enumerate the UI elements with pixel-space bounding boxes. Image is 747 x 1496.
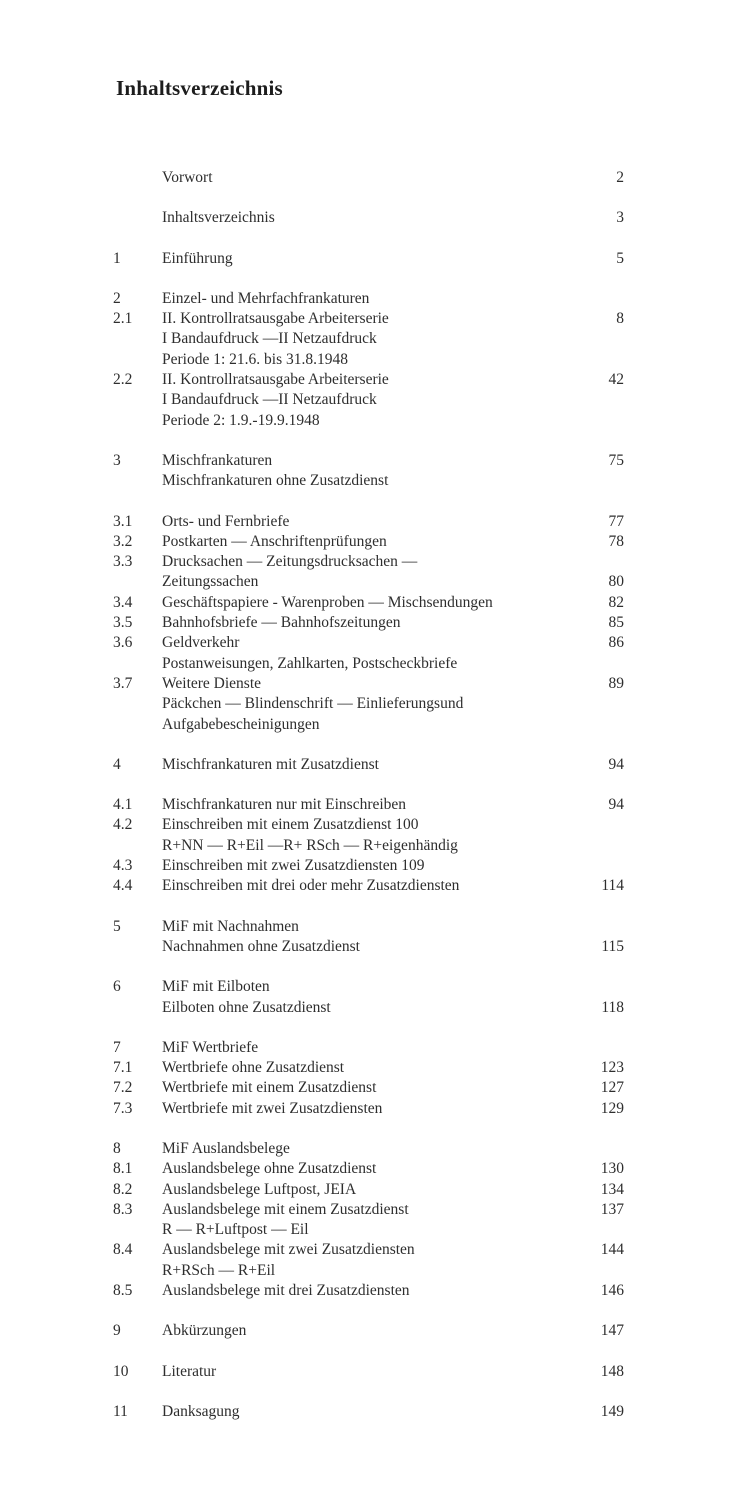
toc-entry-page: 148 bbox=[600, 1362, 624, 1380]
toc-row bbox=[113, 168, 624, 188]
toc-entry-number: 3.3 bbox=[113, 553, 133, 571]
toc-entry-title: Einschreiben mit einem Zusatzdienst 100 bbox=[162, 816, 419, 834]
toc-row bbox=[113, 1099, 624, 1119]
toc-entry-page: 146 bbox=[600, 1282, 624, 1300]
toc-entry-title: Mischfrankaturen mit Zusatzdienst bbox=[162, 755, 379, 773]
toc-entry-number bbox=[113, 1261, 162, 1281]
toc-entry-page bbox=[568, 471, 624, 491]
toc-row bbox=[113, 977, 624, 997]
toc-entry-number: 1 bbox=[113, 249, 121, 267]
toc-entry-page: 89 bbox=[608, 674, 624, 692]
toc-block bbox=[113, 451, 624, 492]
toc-entry-number bbox=[113, 168, 162, 188]
toc-row bbox=[113, 1058, 624, 1078]
toc-entry-title: Päckchen — Blindenschrift — Einlieferungsund bbox=[162, 695, 464, 713]
toc-entry-number: 3.5 bbox=[113, 614, 133, 632]
toc-entry-title: Vorwort bbox=[162, 169, 213, 186]
toc-entry-number: 2.2 bbox=[113, 371, 133, 389]
toc-row bbox=[113, 654, 624, 674]
toc-entry-page: 118 bbox=[601, 998, 624, 1016]
toc-entry-title: Auslandsbelege mit drei Zusatzdiensten bbox=[162, 1282, 410, 1300]
toc-entry-page: 82 bbox=[608, 593, 624, 611]
toc-entry-page: 130 bbox=[600, 1160, 624, 1178]
toc-entry-page bbox=[568, 715, 624, 735]
toc-entry-number: 8.5 bbox=[113, 1282, 133, 1300]
toc-block bbox=[113, 917, 624, 958]
toc-row bbox=[113, 451, 624, 471]
toc-entry-number bbox=[113, 572, 162, 592]
toc-block bbox=[113, 512, 624, 735]
toc-entry-page: 137 bbox=[600, 1200, 624, 1218]
toc-entry-number: 4.1 bbox=[113, 796, 133, 814]
toc-entry-page bbox=[568, 552, 624, 572]
toc-row bbox=[113, 1200, 624, 1220]
toc-entry-page bbox=[568, 1220, 624, 1240]
toc-block bbox=[113, 1139, 624, 1301]
toc-row bbox=[113, 1220, 624, 1240]
toc-block bbox=[113, 1038, 624, 1119]
toc-entry-title: Postkarten — Anschriftenprüfungen bbox=[162, 532, 387, 550]
toc-entry-page: 75 bbox=[608, 451, 624, 469]
toc-list bbox=[113, 168, 624, 1442]
toc-block bbox=[113, 977, 624, 1018]
toc-entry-page: 77 bbox=[608, 512, 624, 530]
toc-entry-number bbox=[113, 937, 162, 957]
toc-row bbox=[113, 1159, 624, 1179]
toc-entry-page bbox=[568, 329, 624, 349]
toc-entry-number: 2 bbox=[113, 289, 121, 307]
toc-entry-page: 78 bbox=[608, 532, 624, 550]
toc-row bbox=[113, 208, 624, 228]
toc-row bbox=[113, 329, 624, 349]
toc-entry-title: Literatur bbox=[162, 1362, 217, 1380]
toc-row bbox=[113, 674, 624, 694]
toc-entry-number: 7.2 bbox=[113, 1079, 133, 1097]
toc-row bbox=[113, 715, 624, 735]
toc-entry-number: 11 bbox=[113, 1402, 128, 1420]
toc-row bbox=[113, 370, 624, 390]
toc-entry-number: 6 bbox=[113, 978, 121, 996]
toc-entry-title: Weitere Dienste bbox=[162, 674, 262, 692]
toc-entry-page bbox=[568, 836, 624, 856]
toc-entry-number: 3.2 bbox=[113, 532, 133, 550]
toc-row bbox=[113, 1240, 624, 1260]
toc-entry-page: 127 bbox=[600, 1079, 624, 1097]
toc-block bbox=[113, 1402, 624, 1422]
toc-entry-title: Auslandsbelege mit einem Zusatzdienst bbox=[162, 1200, 409, 1218]
toc-entry-title: Wertbriefe mit einem Zusatzdienst bbox=[162, 1079, 377, 1097]
toc-entry-title: Orts- und Fernbriefe bbox=[162, 512, 290, 530]
toc-row bbox=[113, 1261, 624, 1281]
toc-row bbox=[113, 411, 624, 431]
toc-entry-number: 8.3 bbox=[113, 1200, 133, 1218]
toc-entry-title: Danksagung bbox=[162, 1402, 240, 1420]
toc-row bbox=[113, 1038, 624, 1058]
toc-entry-title: Auslandsbelege Luftpost, JEIA bbox=[162, 1180, 357, 1198]
toc-row bbox=[113, 836, 624, 856]
toc-row bbox=[113, 998, 624, 1018]
toc-row bbox=[113, 613, 624, 633]
toc-entry-number: 5 bbox=[113, 917, 121, 935]
toc-entry-title: MiF Wertbriefe bbox=[162, 1038, 259, 1056]
toc-entry-number bbox=[113, 208, 162, 228]
toc-entry-number: 8.4 bbox=[113, 1241, 133, 1259]
toc-row bbox=[113, 532, 624, 552]
toc-entry-number: 7.3 bbox=[113, 1099, 133, 1117]
toc-entry-page bbox=[568, 411, 624, 431]
toc-entry-number: 2.1 bbox=[113, 310, 133, 328]
toc-row bbox=[113, 937, 624, 957]
toc-entry-page: 134 bbox=[600, 1180, 624, 1198]
toc-row bbox=[113, 694, 624, 714]
toc-entry-title: Mischfrankaturen nur mit Einschreiben bbox=[162, 796, 407, 814]
toc-entry-page bbox=[568, 390, 624, 410]
toc-row bbox=[113, 917, 624, 937]
toc-entry-title: I Bandaufdruck —II Netzaufdruck bbox=[162, 391, 377, 409]
toc-entry-title: Auslandsbelege mit zwei Zusatzdiensten bbox=[162, 1241, 415, 1259]
toc-entry-title: Mischfrankaturen ohne Zusatzdienst bbox=[162, 472, 389, 490]
toc-entry-title: Geldverkehr bbox=[162, 634, 240, 652]
toc-entry-title: Bahnhofsbriefe — Bahnhofszeitungen bbox=[162, 614, 401, 632]
toc-entry-page bbox=[568, 815, 624, 835]
toc-entry-number: 3.6 bbox=[113, 634, 133, 652]
toc-entry-page bbox=[568, 1139, 624, 1159]
toc-entry-page: 147 bbox=[600, 1322, 624, 1340]
toc-entry-number: 4.3 bbox=[113, 857, 133, 875]
toc-row bbox=[113, 350, 624, 370]
toc-entry-number: 4.2 bbox=[113, 816, 133, 834]
toc-block bbox=[113, 289, 624, 431]
toc-entry-title: Drucksachen — Zeitungsdrucksachen — bbox=[162, 553, 418, 571]
toc-row bbox=[113, 795, 624, 815]
toc-entry-title: Wertbriefe ohne Zusatzdienst bbox=[162, 1059, 345, 1077]
toc-entry-number bbox=[113, 694, 162, 714]
toc-entry-number: 7 bbox=[113, 1038, 121, 1056]
toc-entry-page: 94 bbox=[608, 755, 624, 773]
toc-entry-number: 8.1 bbox=[113, 1160, 133, 1178]
toc-entry-page bbox=[568, 1038, 624, 1058]
toc-entry-page bbox=[568, 350, 624, 370]
toc-entry-number: 9 bbox=[113, 1322, 121, 1340]
toc-row bbox=[113, 572, 624, 592]
toc-entry-page: 2 bbox=[616, 169, 624, 186]
toc-entry-page: 86 bbox=[608, 634, 624, 652]
toc-entry-page bbox=[568, 977, 624, 997]
toc-entry-title: Mischfrankaturen bbox=[162, 451, 273, 469]
toc-entry-page: 115 bbox=[601, 937, 624, 955]
toc-block bbox=[113, 1321, 624, 1341]
toc-entry-title: Geschäftspapiere - Warenproben — Mischsendungen bbox=[162, 593, 493, 611]
toc-block bbox=[113, 249, 624, 269]
toc-entry-page: 42 bbox=[608, 371, 624, 389]
toc-block bbox=[113, 1362, 624, 1382]
toc-block bbox=[113, 795, 624, 896]
toc-entry-number: 7.1 bbox=[113, 1059, 133, 1077]
toc-entry-page bbox=[568, 1261, 624, 1281]
toc-entry-title: Einschreiben mit drei oder mehr Zusatzdiensten bbox=[162, 877, 460, 895]
toc-entry-page bbox=[568, 917, 624, 937]
toc-row bbox=[113, 471, 624, 491]
toc-entry-number bbox=[113, 998, 162, 1018]
toc-entry-number bbox=[113, 471, 162, 491]
toc-entry-number bbox=[113, 836, 162, 856]
toc-entry-number bbox=[113, 411, 162, 431]
toc-row bbox=[113, 1402, 624, 1422]
toc-entry-page: 114 bbox=[601, 877, 624, 895]
toc-entry-title: Eilboten ohne Zusatzdienst bbox=[162, 998, 331, 1016]
toc-entry-title: Postanweisungen, Zahlkarten, Postscheckbriefe bbox=[162, 654, 458, 672]
toc-row bbox=[113, 856, 624, 876]
toc-row bbox=[113, 1139, 624, 1159]
toc-entry-title: Nachnahmen ohne Zusatzdienst bbox=[162, 937, 360, 955]
toc-entry-title: Einführung bbox=[162, 249, 233, 267]
toc-entry-page: 144 bbox=[600, 1241, 624, 1259]
page-title: Inhaltsverzeichnis bbox=[116, 76, 283, 100]
toc-entry-page: 3 bbox=[616, 209, 624, 227]
toc-entry-title: Auslandsbelege ohne Zusatzdienst bbox=[162, 1160, 377, 1178]
toc-entry-title: Periode 2: 1.9.-19.9.1948 bbox=[162, 411, 320, 429]
toc-entry-number: 4.4 bbox=[113, 877, 133, 895]
toc-row bbox=[113, 289, 624, 309]
toc-row bbox=[113, 512, 624, 532]
toc-entry-page: 149 bbox=[600, 1402, 624, 1420]
toc-block bbox=[113, 168, 624, 188]
toc-entry-title: MiF Auslandsbelege bbox=[162, 1139, 290, 1157]
toc-entry-title: Einschreiben mit zwei Zusatzdiensten 109 bbox=[162, 857, 425, 875]
toc-entry-number: 3.4 bbox=[113, 593, 133, 611]
toc-row bbox=[113, 755, 624, 775]
toc-entry-number bbox=[113, 350, 162, 370]
toc-row bbox=[113, 1321, 624, 1341]
toc-row bbox=[113, 1078, 624, 1098]
toc-entry-page bbox=[568, 289, 624, 309]
toc-entry-number: 8.2 bbox=[113, 1180, 133, 1198]
toc-row bbox=[113, 309, 624, 329]
toc-entry-page: 94 bbox=[608, 796, 624, 814]
toc-row bbox=[113, 815, 624, 835]
toc-entry-number: 4 bbox=[113, 755, 121, 773]
toc-entry-title: Wertbriefe mit zwei Zusatzdiensten bbox=[162, 1099, 383, 1117]
toc-row bbox=[113, 249, 624, 269]
toc-entry-title: Aufgabebescheinigungen bbox=[162, 715, 320, 733]
toc-entry-title: MiF mit Eilboten bbox=[162, 978, 270, 996]
toc-entry-title: R+RSch — R+Eil bbox=[162, 1261, 276, 1279]
toc-block bbox=[113, 755, 624, 775]
toc-entry-title: II. Kontrollratsausgabe Arbeiterserie bbox=[162, 371, 389, 389]
toc-entry-page: 85 bbox=[608, 614, 624, 632]
toc-entry-page: 8 bbox=[616, 310, 624, 328]
toc-row bbox=[113, 390, 624, 410]
toc-entry-title: Inhaltsverzeichnis bbox=[162, 209, 275, 227]
toc-entry-page: 129 bbox=[600, 1099, 624, 1117]
toc-row bbox=[113, 1362, 624, 1382]
toc-entry-number: 3.1 bbox=[113, 512, 133, 530]
toc-entry-number bbox=[113, 1220, 162, 1240]
toc-entry-title: Periode 1: 21.6. bis 31.8.1948 bbox=[162, 350, 348, 368]
toc-entry-page: 123 bbox=[600, 1059, 624, 1077]
toc-entry-page bbox=[568, 654, 624, 674]
toc-entry-number: 3 bbox=[113, 451, 121, 469]
toc-entry-number: 8 bbox=[113, 1139, 121, 1157]
toc-entry-title: Zeitungssachen bbox=[162, 573, 259, 591]
toc-entry-title: II. Kontrollratsausgabe Arbeiterserie bbox=[162, 310, 389, 328]
toc-row bbox=[113, 633, 624, 653]
toc-row bbox=[113, 876, 624, 896]
toc-entry-number bbox=[113, 654, 162, 674]
toc-entry-page: 80 bbox=[608, 573, 624, 591]
toc-entry-number bbox=[113, 715, 162, 735]
toc-block bbox=[113, 208, 624, 228]
toc-row bbox=[113, 1281, 624, 1301]
toc-row bbox=[113, 593, 624, 613]
toc-entry-page bbox=[568, 856, 624, 876]
toc-entry-title: MiF mit Nachnahmen bbox=[162, 917, 299, 935]
toc-entry-number: 3.7 bbox=[113, 674, 133, 692]
toc-entry-title: R+NN — R+Eil —R+ RSch — R+eigenhändig bbox=[162, 836, 458, 854]
toc-entry-title: R — R+Luftpost — Eil bbox=[162, 1221, 309, 1239]
toc-row bbox=[113, 1180, 624, 1200]
toc-entry-title: I Bandaufdruck —II Netzaufdruck bbox=[162, 330, 377, 348]
toc-entry-number: 10 bbox=[113, 1362, 129, 1380]
toc-entry-title: Einzel- und Mehrfachfrankaturen bbox=[162, 289, 370, 307]
toc-row bbox=[113, 552, 624, 572]
toc-entry-page bbox=[568, 694, 624, 714]
toc-entry-number bbox=[113, 390, 162, 410]
toc-entry-number bbox=[113, 329, 162, 349]
toc-entry-title: Abkürzungen bbox=[162, 1322, 247, 1340]
toc-entry-page: 5 bbox=[616, 249, 624, 267]
